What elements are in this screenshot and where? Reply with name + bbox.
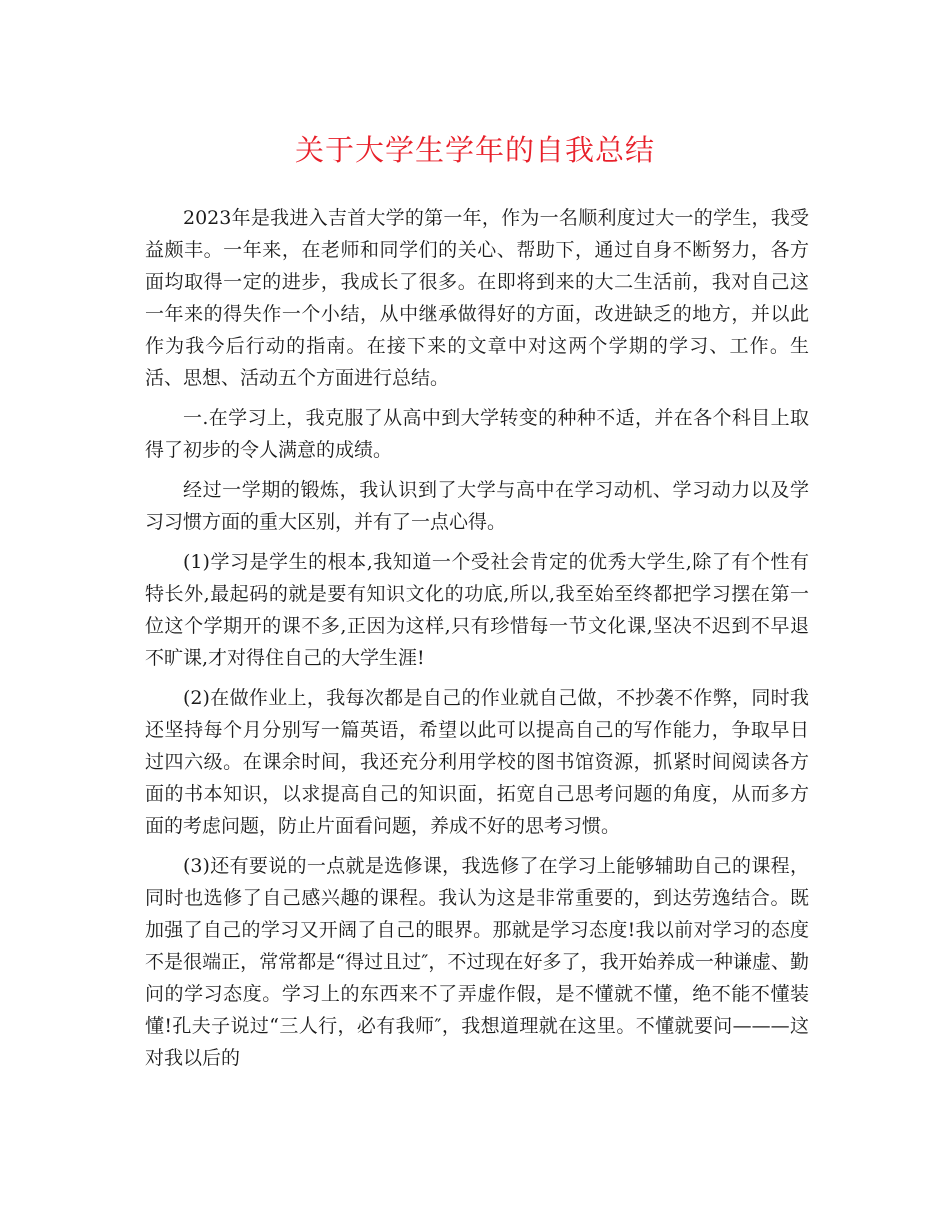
- paragraph-point-3: (3)还有要说的一点就是选修课，我选修了在学习上能够辅助自己的课程，同时也选修了自己感兴趣的课程。我认为这是非常重要的，到达劳逸结合。既加强了自己的学习又开阔了自己的眼界。那就是学习态度!我以前对学习的态度不是很端正，常常都是“得过且过″，不过现在好多了，我开始养成一种谦虚、勤问的学习态度。学习上的东西来不了弄虚作假，是不懂就不懂，绝不能不懂装懂!孔夫子说过“三人行，必有我师″，我想道理就在这里。不懂就要问———这对我以后的: [145, 855, 809, 1069]
- paragraph-point-2: (2)在做作业上，我每次都是自己的作业就自己做，不抄袭不作弊，同时我还坚持每个月分别写一篇英语，希望以此可以提高自己的写作能力，争取早日过四六级。在课余时间，我还充分利用学校的图书馆资源，抓紧时间阅读各方面的书本知识，以求提高自己的知识面，拓宽自己思考问题的角度，从而多方面的考虑问题，防止片面看问题，养成不好的思考习惯。: [145, 687, 809, 837]
- document-title: 关于大学生学年的自我总结: [294, 133, 655, 167]
- paragraph-point-1: (1)学习是学生的根本,我知道一个受社会肯定的优秀大学生,除了有个性有特长外,最起码的就是要有知识文化的功底,所以,我至始至终都把学习摆在第一位这个学期开的课不多,正因为这样,只有珍惜每一节文化课,坚决不迟到不早退不旷课,才对得住自己的大学生涯!: [145, 551, 809, 669]
- paragraph-experience: 经过一学期的锻炼，我认识到了大学与高中在学习动机、学习动力以及学习习惯方面的重大区别，并有了一点心得。: [145, 479, 809, 533]
- document-body: [145, 202, 809, 1082]
- paragraph-section-one: 一.在学习上，我克服了从高中到大学转变的种种不适，并在各个科目上取得了初步的令人满意的成绩。: [145, 407, 809, 461]
- paragraph-intro: 2023年是我进入吉首大学的第一年，作为一名顺利度过大一的学生，我受益颇丰。一年来，在老师和同学们的关心、帮助下，通过自身不断努力，各方面均取得一定的进步，我成长了很多。在即将到来的大二生活前，我对自己这一年来的得失作一个小结，从中继承做得好的方面，改进缺乏的地方，并以此作为我今后行动的指南。在接下来的文章中对这两个学期的学习、工作。生活、思想、活动五个方面进行总结。: [145, 207, 809, 389]
